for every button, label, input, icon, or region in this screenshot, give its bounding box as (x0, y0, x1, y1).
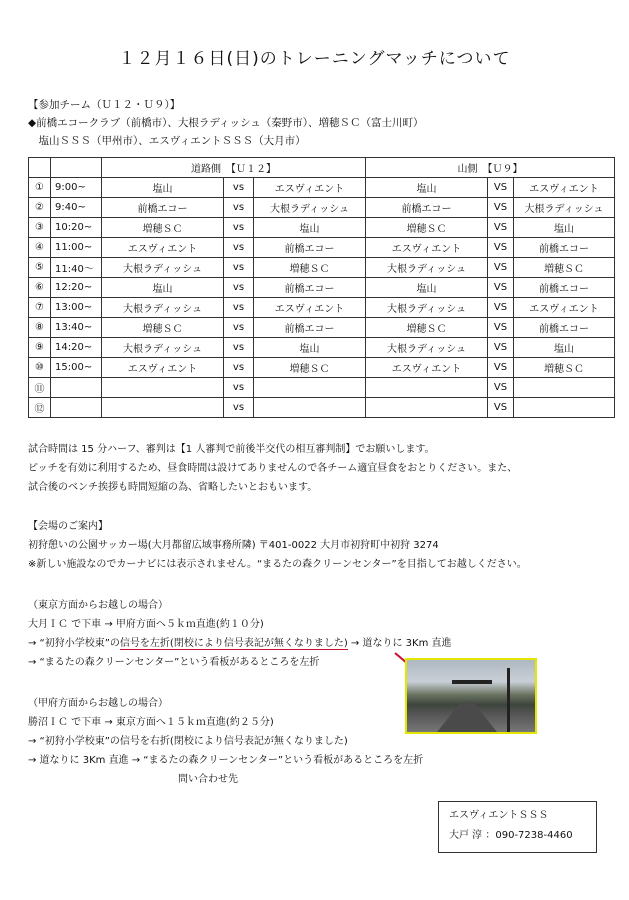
match-number: ⑧ (29, 318, 51, 338)
directions-from-tokyo (28, 596, 452, 672)
table-row (29, 258, 615, 278)
match-time: 9:00~ (51, 178, 102, 198)
road-vs: vs (224, 338, 254, 358)
mountain-vs: VS (488, 378, 514, 398)
note-line: 試合後のベンチ挨拶も時間短縮の為、省略したいとおもいます。 (28, 482, 318, 493)
match-number: ⑫ (29, 398, 51, 418)
road-team-a: 増穂ＳＣ (102, 218, 224, 238)
mountain-team-b: 塩山 (514, 218, 615, 238)
teams-header: 【参加チーム（Ｕ１２・Ｕ９）】 (28, 99, 181, 111)
road-team-b: 増穂ＳＣ (254, 258, 366, 278)
table-row (29, 298, 615, 318)
header-mountain-side: 山側 【Ｕ９】 (366, 158, 615, 178)
road-vs: vs (224, 278, 254, 298)
road-vs: vs (224, 298, 254, 318)
venue-header: 【会場のご案内】 (28, 521, 108, 532)
tokyo-header: （東京方面からお越しの場合） (28, 600, 168, 611)
match-time: 13:40~ (51, 318, 102, 338)
road-team-a: 塩山 (102, 178, 224, 198)
mountain-team-a: 大根ラディッシュ (366, 298, 488, 318)
road-team-a: エスヴィエント (102, 238, 224, 258)
mountain-team-b: エスヴィエント (514, 178, 615, 198)
mountain-team-b (514, 378, 615, 398)
mountain-vs: VS (488, 358, 514, 378)
table-row (29, 338, 615, 358)
match-schedule-table (28, 157, 615, 418)
mountain-vs: VS (488, 318, 514, 338)
match-number: ② (29, 198, 51, 218)
road-vs: vs (224, 178, 254, 198)
match-time (51, 378, 102, 398)
table-row (29, 198, 615, 218)
road-team-a: エスヴィエント (102, 358, 224, 378)
table-row (29, 178, 615, 198)
mountain-vs: VS (488, 298, 514, 318)
match-time: 13:00~ (51, 298, 102, 318)
match-time: 9:40~ (51, 198, 102, 218)
match-number: ⑥ (29, 278, 51, 298)
mountain-vs: VS (488, 258, 514, 278)
road-team-b: 大根ラディッシュ (254, 198, 366, 218)
match-notes (28, 440, 517, 497)
kofu-step-2: → “初狩小学校東”の信号を右折(閉校により信号表記が無くなりました) (28, 736, 348, 747)
mountain-team-a: 増穂ＳＣ (366, 318, 488, 338)
mountain-team-b (514, 398, 615, 418)
road-team-b: 前橋エコー (254, 238, 366, 258)
match-number: ⑤ (29, 258, 51, 278)
road-team-a (102, 378, 224, 398)
road-vs: vs (224, 318, 254, 338)
match-number: ③ (29, 218, 51, 238)
road-team-b: 塩山 (254, 218, 366, 238)
note-line: ピッチを有効に利用するため、昼食時間は設けてありませんので各チーム適宜昼食をおとりください。また、 (28, 463, 518, 474)
mountain-team-b: 増穂ＳＣ (514, 358, 615, 378)
directions-from-kofu (28, 694, 423, 789)
mountain-vs: VS (488, 278, 514, 298)
road-vs: vs (224, 398, 254, 418)
participating-teams (28, 96, 424, 150)
road-team-b (254, 398, 366, 418)
road-vs: vs (224, 378, 254, 398)
teams-line-2: 塩山ＳＳＳ（甲州市）、エスヴィエントＳＳＳ（大月市） (28, 135, 306, 147)
page-title: １２月１６日(日)のトレーニングマッチについて (118, 49, 511, 69)
road-team-a: 塩山 (102, 278, 224, 298)
mountain-vs: VS (488, 338, 514, 358)
road-team-b: 塩山 (254, 338, 366, 358)
road-vs: vs (224, 258, 254, 278)
match-number: ⑪ (29, 378, 51, 398)
contact-box (438, 801, 597, 853)
road-team-b: 増穂ＳＣ (254, 358, 366, 378)
highlighted-instruction: 信号を左折(閉校により信号表記が無くなりました) (119, 638, 348, 649)
road-team-b (254, 378, 366, 398)
mountain-vs: VS (488, 178, 514, 198)
mountain-team-b: エスヴィエント (514, 298, 615, 318)
road-vs: vs (224, 198, 254, 218)
match-number: ⑩ (29, 358, 51, 378)
mountain-team-a: 塩山 (366, 178, 488, 198)
mountain-team-b: 前橋エコー (514, 278, 615, 298)
road-team-a: 大根ラディッシュ (102, 258, 224, 278)
road-team-a (102, 398, 224, 418)
road-team-b: エスヴィエント (254, 298, 366, 318)
road-team-a: 大根ラディッシュ (102, 298, 224, 318)
table-row (29, 218, 615, 238)
kofu-step-3: → 道なりに 3Km 直進 → “まるたの森クリーンセンター”という看板があるところを左折 (28, 755, 424, 766)
mountain-vs: VS (488, 198, 514, 218)
mountain-team-a: 大根ラディッシュ (366, 258, 488, 278)
mountain-team-a: 塩山 (366, 278, 488, 298)
match-number: ⑦ (29, 298, 51, 318)
table-row (29, 318, 615, 338)
mountain-team-b: 大根ラディッシュ (514, 198, 615, 218)
match-time: 12:20~ (51, 278, 102, 298)
kofu-header: （甲府方面からお越しの場合） (28, 698, 168, 709)
venue-address: 初狩憩いの公園サッカー場(大月都留広域事務所隣) 〒401-0022 大月市初狩町中初狩 3274 (28, 540, 439, 551)
road-team-a: 大根ラディッシュ (102, 338, 224, 358)
match-time (51, 398, 102, 418)
contact-person-phone: 大戸 淳 ：090-7238-4460 (449, 830, 573, 841)
road-vs: vs (224, 218, 254, 238)
mountain-team-a: 前橋エコー (366, 198, 488, 218)
mountain-vs: VS (488, 218, 514, 238)
note-line: 試合時間は 15 分ハーフ、審判は【1 人審判で前後半交代の相互審判制】でお願いします。 (28, 444, 435, 455)
mountain-team-a (366, 378, 488, 398)
mountain-team-a: 増穂ＳＣ (366, 218, 488, 238)
road-team-b: 前橋エコー (254, 278, 366, 298)
match-time: 15:00~ (51, 358, 102, 378)
venue-note: ※新しい施設なのでカーナビには表示されません。“まるたの森クリーンセンター”を目指してお越しください。 (28, 559, 527, 570)
inquiries-label: 問い合わせ先 (178, 774, 238, 785)
mountain-team-b: 塩山 (514, 338, 615, 358)
match-number: ⑨ (29, 338, 51, 358)
match-time: 11:40～ (51, 258, 102, 278)
tokyo-step-1: 大月ＩＣ で下車 → 甲府方面へ５ｋｍ直進(約１０分) (28, 619, 264, 630)
match-number: ④ (29, 238, 51, 258)
table-row (29, 378, 615, 398)
intersection-photo (405, 658, 537, 734)
mountain-team-b: 前橋エコー (514, 238, 615, 258)
table-row (29, 358, 615, 378)
mountain-team-a: エスヴィエント (366, 238, 488, 258)
contact-org: エスヴィエントＳＳＳ (449, 810, 549, 821)
kofu-step-1: 勝沼ＩＣ で下車 → 東京方面へ１５ｋｍ直進(約２５分) (28, 717, 274, 728)
road-vs: vs (224, 358, 254, 378)
road-team-b: エスヴィエント (254, 178, 366, 198)
match-time: 10:20~ (51, 218, 102, 238)
match-time: 11:00~ (51, 238, 102, 258)
road-team-a: 前橋エコー (102, 198, 224, 218)
table-header-row (29, 158, 615, 178)
mountain-vs: VS (488, 398, 514, 418)
mountain-team-a (366, 398, 488, 418)
table-row (29, 278, 615, 298)
road-team-a: 増穂ＳＣ (102, 318, 224, 338)
mountain-team-a: 大根ラディッシュ (366, 338, 488, 358)
match-number: ① (29, 178, 51, 198)
tokyo-step-2: → “初狩小学校東”の信号を左折(閉校により信号表記が無くなりました) → 道なりに 3Km 直進 (28, 638, 452, 649)
mountain-team-b: 前橋エコー (514, 318, 615, 338)
mountain-vs: VS (488, 238, 514, 258)
header-road-side: 道路側 【Ｕ１２】 (102, 158, 366, 178)
match-time: 14:20~ (51, 338, 102, 358)
table-row (29, 238, 615, 258)
table-row (29, 398, 615, 418)
road-vs: vs (224, 238, 254, 258)
tokyo-step-3: → “まるたの森クリーンセンター”という看板があるところを左折 (28, 657, 320, 668)
teams-line-1: ◆前橋エコークラブ（前橋市）、大根ラディッシュ（秦野市）、増穂ＳＣ（富士川町） (28, 117, 424, 129)
road-team-b: 前橋エコー (254, 318, 366, 338)
venue-info (28, 517, 527, 574)
mountain-team-a: エスヴィエント (366, 358, 488, 378)
mountain-team-b: 増穂ＳＣ (514, 258, 615, 278)
